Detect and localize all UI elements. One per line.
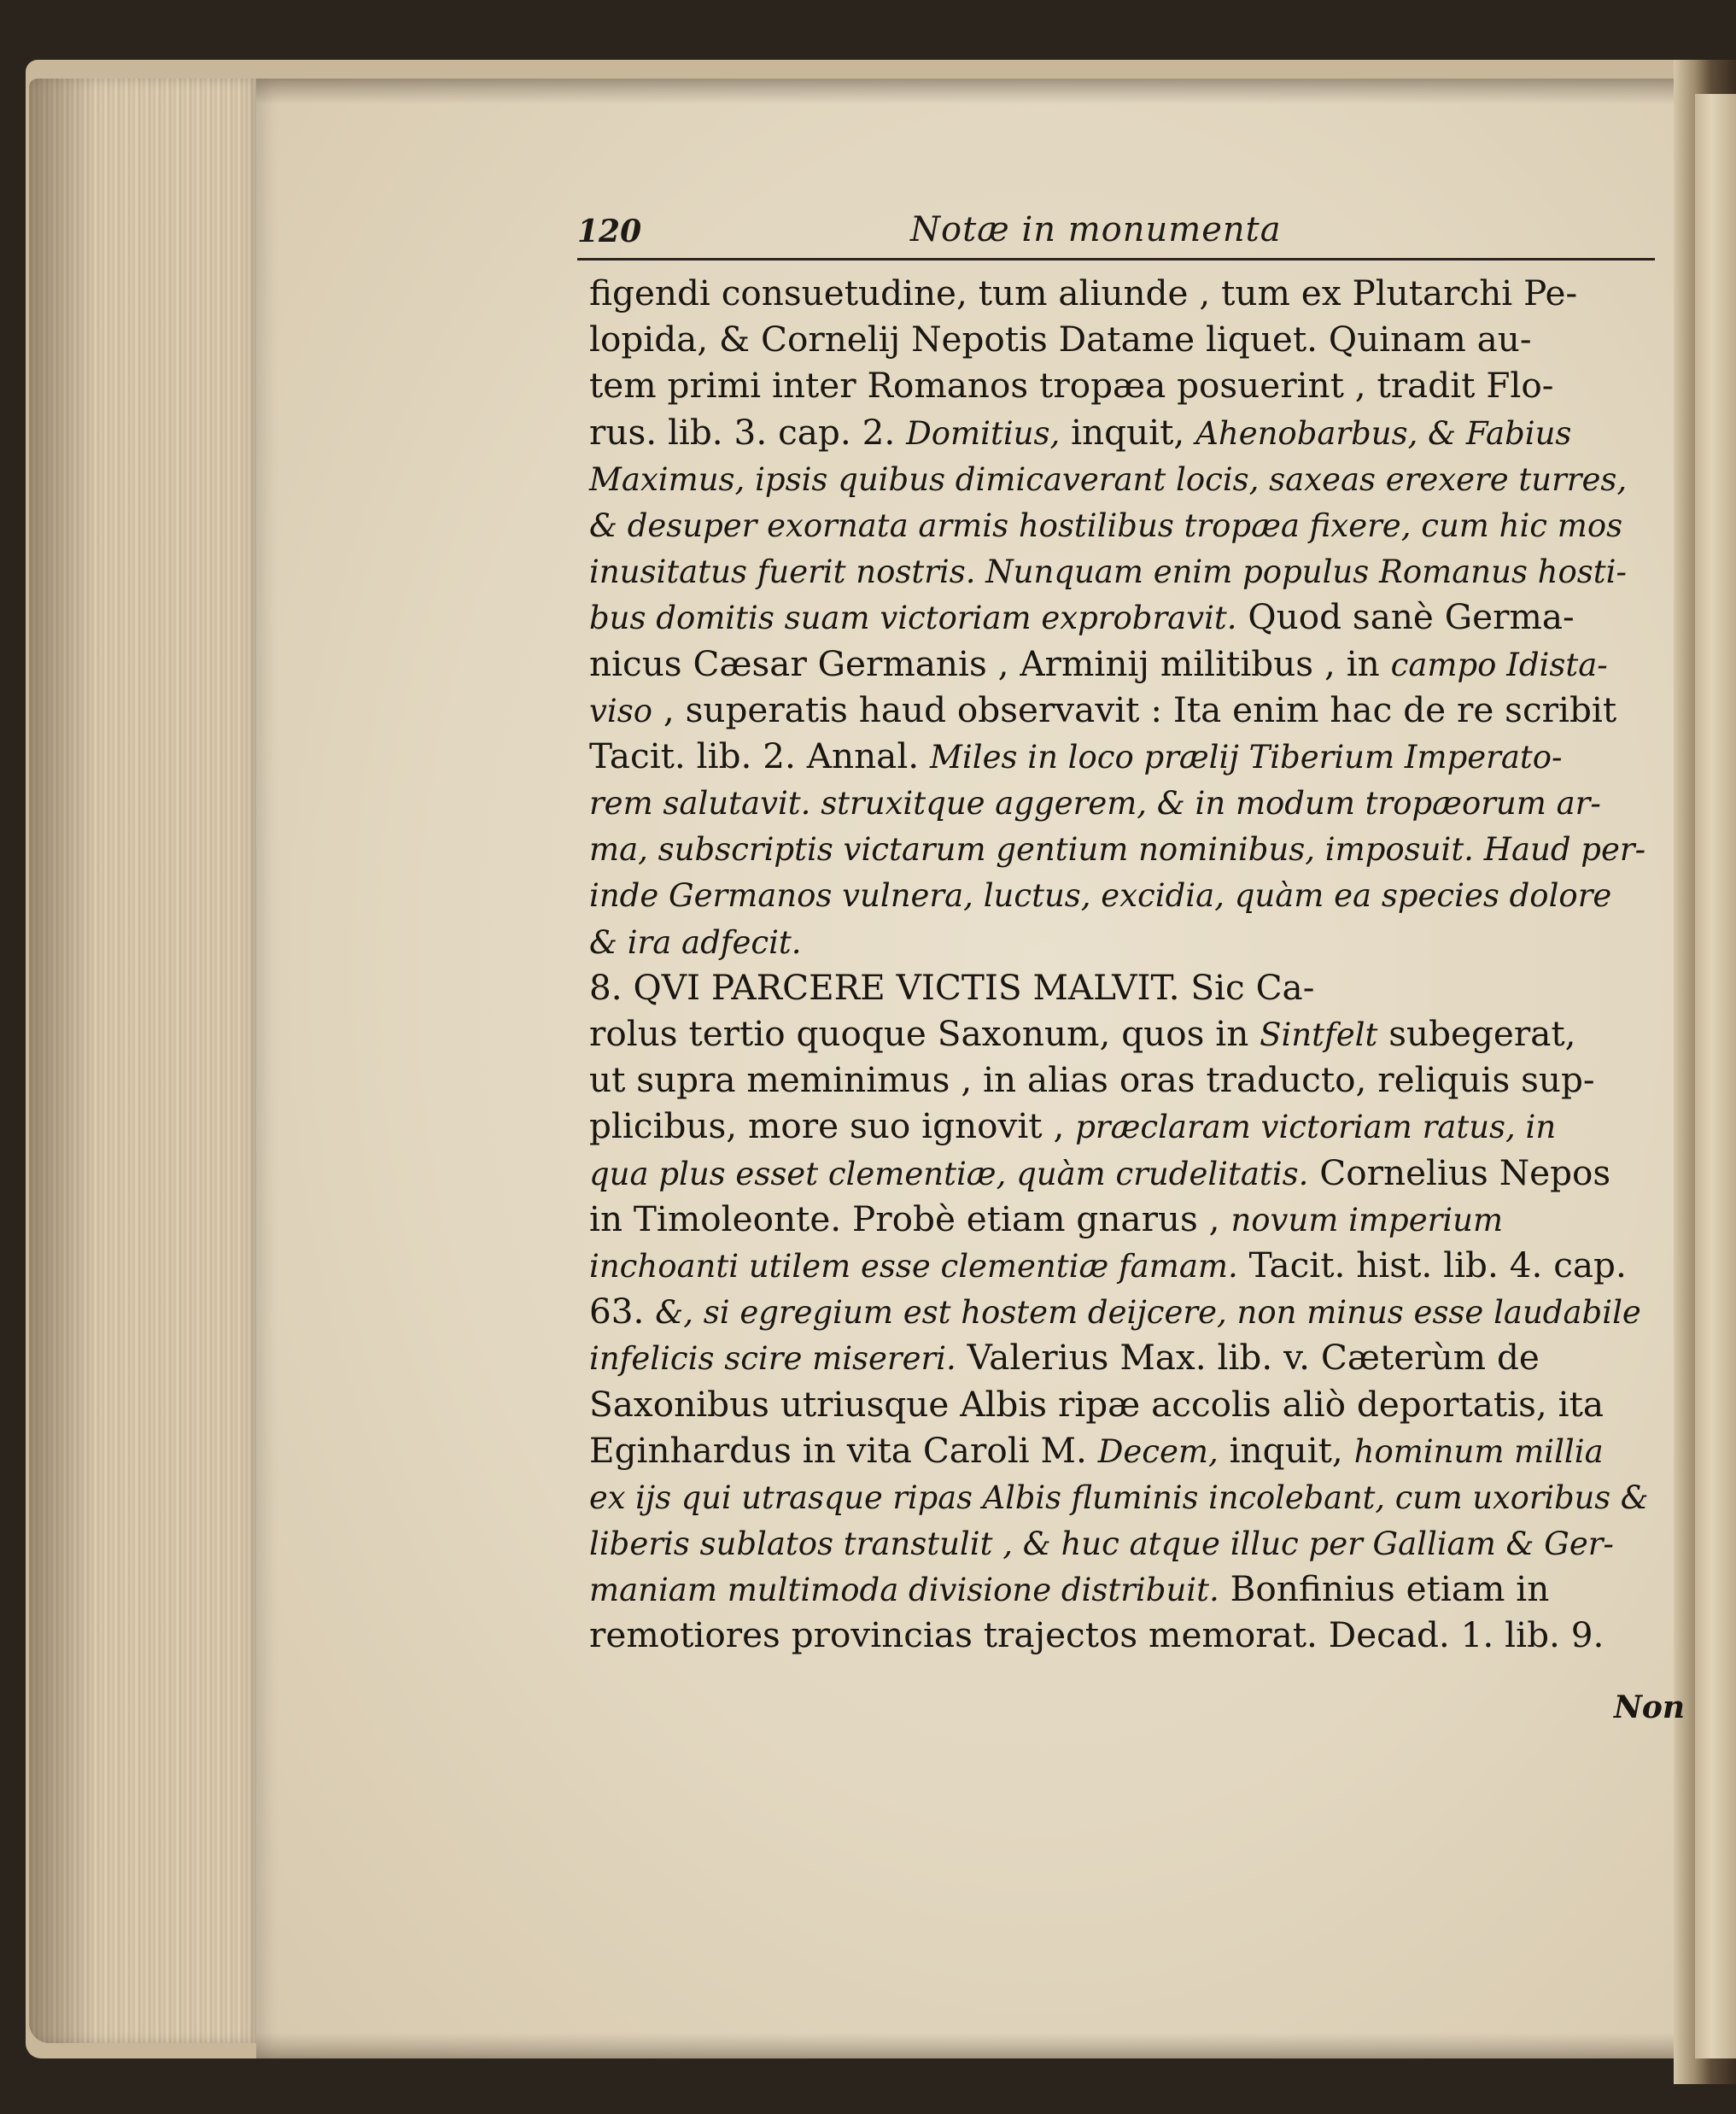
text-line <box>589 733 1648 779</box>
text-line <box>589 594 1648 640</box>
text-line <box>589 270 1648 316</box>
italic-run: Maximus, ipsis quibus dimicaverant locis, saxeas erexere turres, <box>589 460 1628 498</box>
text-line <box>589 687 1648 733</box>
text-line <box>589 1150 1648 1196</box>
text-line <box>589 1427 1648 1473</box>
roman-run: nicus Cæsar Germanis , Arminij militibus , in <box>589 642 1391 684</box>
page-bottom-shadow <box>256 2033 1680 2058</box>
italic-run: bus domitis suam victoriam exprobravit. <box>589 600 1237 637</box>
italic-run: inde Germanos vulnera, luctus, excidia, quàm ea species dolore <box>589 877 1612 915</box>
text-line <box>589 1566 1648 1612</box>
roman-run: inquit, <box>1060 411 1196 453</box>
roman-run: lopida, & Cornelij Nepotis Datame liquet. Quinam au- <box>589 319 1532 360</box>
italic-run: ex ijs qui utrasque ripas Albis fluminis incolebant, cum uxoribus & <box>589 1479 1649 1516</box>
text-line <box>589 1057 1648 1103</box>
text-line <box>589 871 1648 917</box>
italic-run: hominum millia <box>1353 1432 1604 1470</box>
roman-run: Saxonibus utriusque Albis ripæ accolis aliò deportatis, ita <box>589 1383 1604 1425</box>
roman-run: Valerius Max. lib. v. Cæterùm de <box>956 1337 1540 1379</box>
text-line <box>589 316 1648 362</box>
italic-run: ma, subscriptis victarum gentium nominibus, imposuit. Haud per- <box>589 831 1646 869</box>
italic-run: campo Idista- <box>1390 646 1608 683</box>
italic-run: & desuper exornata armis hostilibus tropæa fixere, cum hic mos <box>589 507 1623 544</box>
italic-run: maniam multimoda divisione distribuit. <box>589 1572 1219 1609</box>
italic-run: Domitius, <box>906 414 1061 452</box>
italic-run: præclaram victoriam ratus, in <box>1075 1109 1557 1146</box>
text-line <box>589 409 1648 455</box>
italic-run: Decem, <box>1097 1432 1219 1470</box>
roman-run: Eginhardus in vita Caroli M. <box>589 1429 1098 1471</box>
text-line <box>589 501 1648 548</box>
roman-run: , superatis haud observavit : Ita enim hac de re scribit <box>652 688 1617 730</box>
text-line <box>589 1381 1648 1427</box>
roman-run: ut supra meminimus , in alias oras traducto, reliquis sup- <box>589 1059 1595 1101</box>
text-line <box>589 825 1648 871</box>
text-line <box>589 455 1648 501</box>
roman-run: rolus tertio quoque Saxonum, quos in <box>589 1013 1260 1054</box>
text-line <box>589 1612 1648 1658</box>
header-rule <box>577 258 1655 261</box>
page-number: 120 <box>577 214 642 249</box>
italic-run: Ahenobarbus, & Fabius <box>1195 414 1572 452</box>
body-text <box>589 270 1648 1659</box>
text-line <box>589 1010 1648 1057</box>
italic-run: qua plus esset clementiæ, quàm crudelitatis. <box>589 1155 1309 1192</box>
roman-run: 8. QVI PARCERE VICTIS MALVIT. Sic Ca- <box>589 966 1315 1008</box>
catchword: Non <box>1614 1689 1686 1725</box>
roman-run: rus. lib. 3. cap. 2. <box>589 411 907 453</box>
text-line <box>589 1196 1648 1242</box>
text-line <box>589 779 1648 825</box>
roman-run: subegerat, <box>1377 1013 1576 1054</box>
italic-run: &, si egregium est hostem deijcere, non minus esse laudabile <box>655 1294 1641 1332</box>
text-line <box>589 641 1648 687</box>
text-line <box>589 918 1648 964</box>
text-line <box>589 362 1648 408</box>
text-line <box>589 548 1648 594</box>
text-line <box>589 1288 1648 1334</box>
text-line <box>589 1473 1649 1520</box>
roman-run: figendi consuetudine, tum aliunde , tum ex Plutarchi Pe- <box>589 272 1578 313</box>
roman-run: Cornelius Nepos <box>1308 1151 1611 1193</box>
roman-run: in Timoleonte. Probè etiam gnarus , <box>589 1198 1231 1239</box>
italic-run: infelicis scire misereri. <box>589 1340 956 1378</box>
text-line <box>589 1520 1648 1566</box>
running-head: Notæ in monumenta <box>910 210 1282 249</box>
roman-run: Tacit. lib. 2. Annal. <box>589 735 931 776</box>
italic-run: & ira adfecit. <box>589 923 802 961</box>
page-top-shadow <box>256 79 1680 104</box>
page-header <box>577 210 1653 265</box>
italic-run: novum imperium <box>1230 1201 1504 1239</box>
italic-run: inusitatus fuerit nostris. Nunquam enim populus Romanus hosti- <box>589 553 1627 591</box>
roman-run: inquit, <box>1218 1429 1354 1471</box>
text-line <box>589 1103 1648 1149</box>
roman-run: remotiores provincias trajectos memorat. Decad. 1. lib. 9. <box>589 1614 1604 1656</box>
text-line <box>589 964 1648 1010</box>
italic-run: Miles in loco prælij Tiberium Imperato- <box>930 738 1563 776</box>
roman-run: plicibus, more suo ignovit , <box>589 1105 1076 1147</box>
roman-run: Tacit. hist. lib. 4. cap. <box>1237 1244 1627 1285</box>
page-edges-shadow <box>29 79 97 2043</box>
italic-run: rem salutavit. struxitque aggerem, & in modum tropæorum ar- <box>589 785 1601 823</box>
italic-run: Sintfelt <box>1260 1016 1378 1053</box>
text-line <box>589 1242 1648 1288</box>
roman-run: tem primi inter Romanos tropæa posuerint , tradit Flo- <box>589 365 1554 407</box>
roman-run: Quod sanè Germa- <box>1236 596 1575 638</box>
text-line <box>589 1334 1648 1380</box>
italic-run: viso <box>589 692 652 729</box>
facing-page-edge <box>1695 94 1736 2058</box>
roman-run: 63. <box>589 1291 656 1332</box>
italic-run: inchoanti utilem esse clementiæ famam. <box>589 1247 1238 1285</box>
italic-run: liberis sublatos transtulit , & huc atque illuc per Galliam & Ger- <box>589 1525 1614 1563</box>
roman-run: Bonfinius etiam in <box>1219 1568 1550 1610</box>
